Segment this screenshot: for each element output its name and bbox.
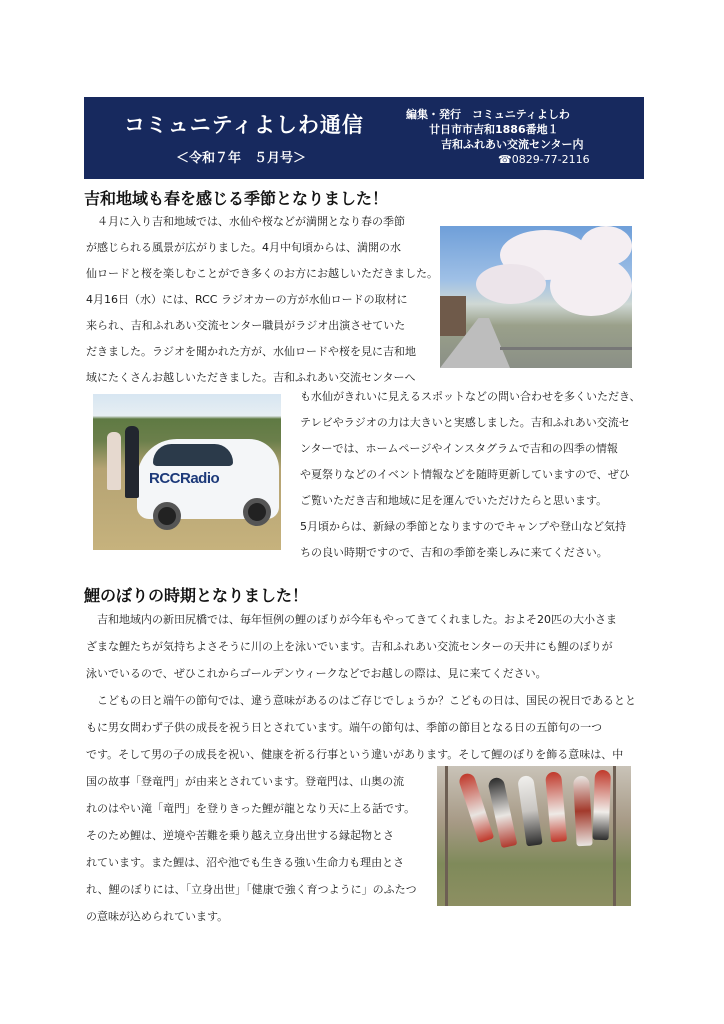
article2-line: 国の故事「登竜門」が由来とされています。登竜門は、山奥の流: [86, 775, 405, 788]
newsletter-title: コミュニティよしわ通信: [124, 113, 364, 137]
photo-fence: [500, 347, 632, 350]
article1-line: ご覧いただき吉和地域に足を運んでいただけたらと思います。: [300, 494, 608, 507]
koi-streamer: [545, 771, 567, 842]
article2-line: もに男女問わず子供の成長を祝う日とされています。端午の節句は、季節の節目となる日の五節句の一つ: [86, 721, 603, 734]
article2-line: れのはやい滝「竜門」を登りきった鯉が龍となり天に上る話です。: [86, 802, 416, 815]
publisher-phone: ☎0829-77-2116: [498, 153, 590, 166]
person-figure: [107, 432, 121, 490]
article2-line: 吉和地域内の新田尻橋では、毎年恒例の鯉のぼりが今年もやってきてくれました。およそ20匹の大小さま: [86, 613, 617, 626]
article1-line: 仙ロードと桜を楽しむことができ多くのお方にお越しいただきました。: [86, 267, 438, 280]
koi-pole: [613, 766, 616, 906]
article1-line: 4月16日（水）には、RCC ラジオカーの方が水仙ロードの取材に: [86, 293, 408, 306]
blossom-cluster: [550, 256, 632, 316]
article1-line: ４月に入り吉和地域では、水仙や桜などが満開となり春の季節: [86, 215, 405, 228]
header-banner: [84, 97, 644, 179]
publisher-location: 吉和ふれあい交流センター内: [441, 138, 584, 151]
publisher-address: 廿日市市吉和1886番地１: [429, 123, 559, 136]
koi-pole: [445, 766, 448, 906]
article1-heading: 吉和地域も春を感じる季節となりました！: [84, 189, 389, 208]
article1-line: や夏祭りなどのイベント情報などを随時更新していますので、ぜひ: [300, 468, 630, 481]
koi-streamer: [573, 776, 593, 847]
photo-building: [440, 296, 466, 336]
article2-line: そのため鯉は、逆境や苦難を乗り越え立身出世する縁起物とさ: [86, 829, 394, 842]
article2-line: れています。また鯉は、沼や池でも生きる強い生命力も理由とさ: [86, 856, 405, 869]
koi-streamer: [593, 770, 611, 841]
article2-body-full: [86, 606, 636, 768]
car-wheel: [153, 502, 181, 530]
publisher-line: 編集・発行 コミュニティよしわ: [406, 108, 570, 121]
article1-line: だきました。ラジオを聞かれた方が、水仙ロードや桜を見に吉和地: [86, 345, 416, 358]
car-window: [153, 444, 233, 466]
car-logo-text: RCCRadio: [149, 470, 220, 487]
car-wheel: [243, 498, 271, 526]
cherry-blossom-photo: [440, 226, 632, 368]
article1-line: テレビやラジオの力は大きいと実感しました。吉和ふれあい交流セ: [300, 416, 630, 429]
article1-line: が感じられる風景が広がりました。4月中旬頃からは、満開の水: [86, 241, 401, 254]
koi-streamer: [517, 775, 543, 847]
blossom-cluster: [476, 264, 546, 304]
article2-line: ざまな鯉たちが気持ちよさそうに川の上を泳いでいます。吉和ふれあい交流センターの天井にも鯉のぼりが: [86, 640, 613, 653]
article1-line: ちの良い時期ですので、吉和の季節を楽しみに来てください。: [300, 546, 608, 559]
person-figure: [125, 426, 139, 498]
article2-heading: 鯉のぼりの時期となりました！: [84, 586, 309, 605]
koinobori-photo: [437, 766, 631, 906]
article2-line: 泳いでいるので、ぜひこれからゴールデンウィークなどでお越しの際は、見に来てください。: [86, 667, 547, 680]
article2-line: です。そして男の子の成長を祝い、健康を祈る行事という違いがあります。そして鯉のぼりを飾る意味は、中: [86, 748, 624, 761]
article2-line: れ、鯉のぼりには、「立身出世」「健康で強く育つように」のふたつ: [86, 883, 417, 896]
blossom-cluster: [580, 226, 632, 266]
article2-line: こどもの日と端午の節句では、違う意味があるのはご存じでしょうか？こどもの日は、国民の祝日であるとと: [86, 694, 636, 707]
article1-line: 来られ、吉和ふれあい交流センター職員がラジオ出演させていた: [86, 319, 406, 332]
publisher-info: [406, 107, 590, 167]
article2-body-left: [86, 768, 417, 930]
radio-car-photo: [93, 394, 281, 550]
article1-line: ンターでは、ホームページやインスタグラムで吉和の四季の情報: [300, 442, 618, 455]
article1-body-right: [300, 384, 641, 566]
issue-label: ＜令和７年 ５月号＞: [176, 151, 307, 166]
article1-line: 域にたくさんお越しいただきました。吉和ふれあい交流センターへ: [86, 371, 416, 384]
article2-line: の意味が込められています。: [86, 910, 229, 923]
article1-line: も水仙がきれいに見えるスポットなどの問い合わせを多くいただき、: [300, 390, 641, 403]
article1-body-left: [86, 209, 438, 391]
article1-line: 5月頃からは、新緑の季節となりますのでキャンプや登山など気持: [300, 520, 626, 533]
